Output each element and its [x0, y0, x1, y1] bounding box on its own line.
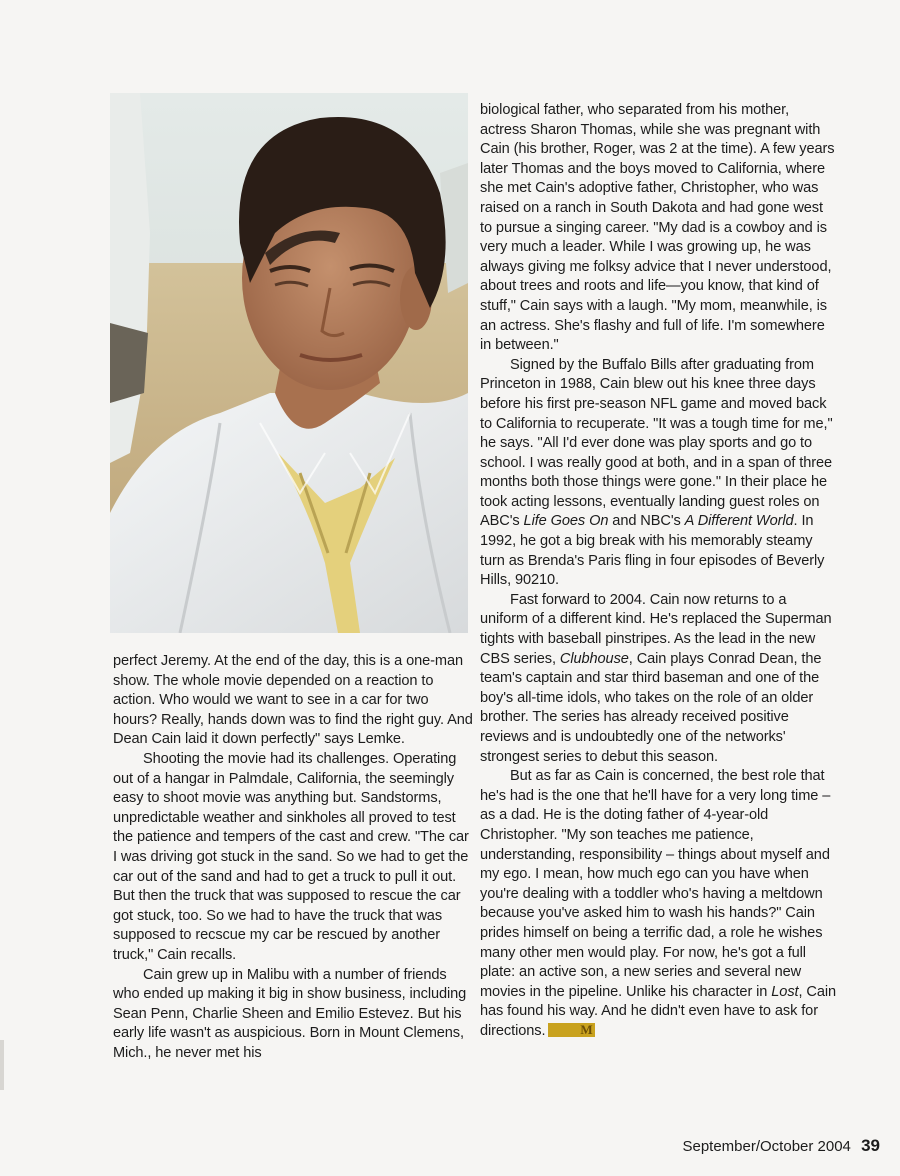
text-segment: Shooting the movie had its challenges. Operating out of a hangar in Palmdale, California, the seemingly easy to shoot movie was anything but. Sandstorms, unpredictable weather and sinkholes all proved to test the patience and tempers of the cast and crew. "The car I was driving got stuck in the sand. So we had to get the car out of the sand and had to get a truck to pull it out. But then the truck that was supposed to rescue the car got stuck, too. So we had to have the truck that was supposed to recscue my car be rescued by another truck," Cain recalls.: [113, 750, 469, 963]
page-footer: [682, 1136, 880, 1156]
italic-title: A Different World: [684, 513, 794, 530]
article-paragraph: [113, 966, 475, 1064]
text-segment: Cain grew up in Malibu with a number of friends who ended up making it big in show business, including Sean Penn, Charlie Sheen and Emilio Estevez. But his early life wasn't as auspicious. Born in Mount Clemens, Mich., he never met his: [113, 966, 467, 1061]
text-segment: Signed by the Buffalo Bills after graduating from Princeton in 1988, Cain blew out his knee three days before his first pre-season NFL game and moved back to California to recuperate. "It was a tough time for me," he says. "All I'd ever done was play sports and go to school. I was really good at both, and in a span of three months both those things were gone." In their place he took acting lessons, eventually landing guest roles on ABC's: [480, 356, 833, 530]
text-segment: , Cain has found his way. And he didn't even have to ask for directions.: [480, 983, 836, 1039]
italic-title: Lost: [771, 983, 799, 1000]
text-segment: . In 1992, he got a big break with his memorably steamy turn as Brenda's Paris fling in four episodes of Beverly Hills, 90210.: [480, 513, 825, 589]
article-paragraph: [480, 767, 838, 1041]
page-edge-mark: [0, 1040, 4, 1090]
text-segment: Fast forward to 2004. Cain now returns to a uniform of a different kind. He's replaced the Superman tights with baseball pinstripes. As the lead in the new CBS series,: [480, 591, 832, 667]
article-paragraph: [113, 652, 475, 750]
right-column: [480, 101, 838, 1042]
text-segment: and NBC's: [608, 513, 685, 530]
text-segment: perfect Jeremy. At the end of the day, this is a one-man show. The whole movie depended on a reaction to action. Who would we want to see in a car for two hours? Really, hands down was to find the right guy. And Dean Cain laid it down perfectly" says Lemke.: [113, 653, 473, 748]
italic-title: Clubhouse: [559, 650, 629, 667]
article-paragraph: [480, 101, 838, 356]
portrait-illustration: [110, 93, 468, 633]
article-paragraph: [480, 356, 838, 591]
issue-date: September/October 2004: [682, 1138, 851, 1155]
article-paragraph: [113, 750, 475, 966]
italic-title: Life Goes On: [523, 513, 609, 530]
end-of-article-mark: M: [548, 1023, 594, 1037]
page-number: 39: [861, 1136, 880, 1155]
article-paragraph: [480, 591, 838, 767]
portrait-photo: [110, 93, 468, 633]
text-segment: , Cain plays Conrad Dean, the team's captain and star third baseman and one of the boy's all-time idols, who takes on the role of an older brother. The series has already received positive reviews and is undoubtedly one of the networks' strongest series to debut this season.: [480, 650, 822, 765]
text-segment: biological father, who separated from his mother, actress Sharon Thomas, while she was pregnant with Cain (his brother, Roger, was 2 at the time). A few years later Thomas and the boys moved to California, where she met Cain's adoptive father, Christopher, who was raised on a ranch in South Dakota and had gone west to pursue a singing career. "My dad is a cowboy and is very much a leader. While I was growing up, he was always giving me folksy advice that I never understood, about trees and roots and life—you know, that kind of stuff," Cain says with a laugh. "My mom, meanwhile, is an actress. She's flashy and full of life. I'm somewhere in between.": [480, 102, 835, 354]
left-column: [113, 652, 475, 1063]
text-segment: But as far as Cain is concerned, the best role that he's had is the one that he'll have for a very long time – as a dad. He is the doting father of 4-year-old Christopher. "My son teaches me patience, understanding, responsibility – things about myself and my ego. I mean, how much ego can you have when you're dealing with a toddler who's having a meltdown because you've asked him to wash his hands?" Cain prides himself on being a terrific dad, a role he wishes many other men would play. For now, he's got a full plate: an active son, a new series and several new movies in the pipeline. Unlike his character in: [480, 768, 831, 1000]
